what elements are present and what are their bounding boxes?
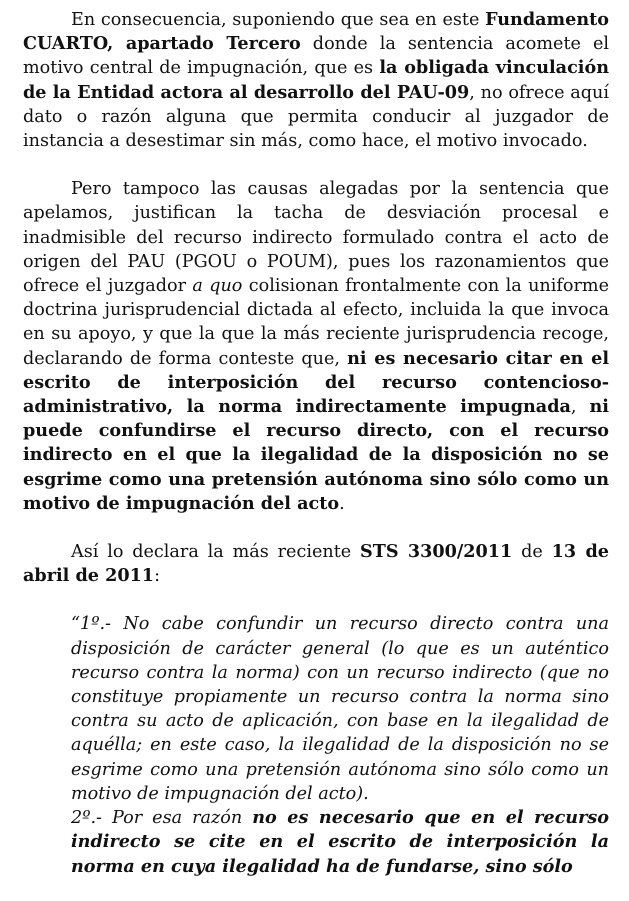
paragraph-tampoco	[23, 177, 609, 516]
text-segment: , no ofrece aquí dato o razón alguna que permita conducir al juzgador de instancia a desestimar sin más, como hace, el motivo invocado.	[23, 82, 609, 152]
bold-reference: Fundamento CUARTO, apartado Tercero	[23, 9, 609, 55]
quote-point-1: “1º.- No cabe confundir un recurso directo contra una disposición de carácter general (lo que es un auténtico recurso contra la norma) con un recurso indirecto (que no constituye propiamente un recurso contra la norma sino contra su acto de aplicación, con base en la ilegalidad de aquélla; en este caso, la ilegalidad de la disposición no se esgrime como una pretensión autónoma sino sólo como un motivo de impugnación del acto).	[71, 614, 609, 804]
bold-emphasis: ni puede confundirse el recurso directo, con el recurso indirecto en el que la ilegalidad de la disposición no se esgrime como una pretensión autónoma sino sólo como un motivo de impugnación del acto	[23, 396, 609, 514]
paragraph-declara	[23, 540, 609, 588]
text-segment: 2º.- Por esa razón	[71, 808, 253, 829]
bold-date: 13 de abril de 2011	[23, 541, 609, 587]
text-segment: .	[339, 493, 345, 514]
text-segment: de	[512, 542, 552, 563]
italic-term: a quo	[192, 276, 243, 297]
text-segment: ,	[570, 397, 590, 418]
text-segment: colisionan frontalmente con la uniforme doctrina jurisprudencial dictada al efecto, incluida la que invoca en su apoyo, y que la que la más reciente jurisprudencia recoge, declarando de forma conteste que,	[23, 276, 609, 369]
bold-emphasis: ni es necesario citar en el escrito de interposición del recurso contencioso-administrativo, la norma indirectamente impugnada	[23, 347, 609, 418]
quote-point-2	[71, 806, 609, 879]
bold-emphasis: no es necesario que en el recurso indirecto se cite en el escrito de interposición la norma en cuya ilegalidad ha de fundarse, sino sólo	[71, 807, 609, 877]
text-segment: Pero tampoco las causas alegadas por la sentencia que apelamos, justifican la tacha de desviación procesal e inadmisible del recurso indirecto formulado contra el acto de origen del PAU (PGOU o POUM), pues los razonamientos que ofrece el juzgador	[23, 179, 609, 297]
text-segment: :	[154, 566, 160, 587]
paragraph-consecuencia	[23, 8, 609, 153]
text-segment: Así lo declara la más reciente	[71, 542, 361, 563]
bold-emphasis: la obligada vinculación de la Entidad actora al desarrollo del PAU-09	[23, 57, 609, 103]
text-segment: En consecuencia, suponiendo que sea en este	[71, 10, 486, 30]
document-page	[23, 8, 609, 879]
bold-citation: STS 3300/2011	[360, 541, 513, 563]
text-segment: donde la sentencia acomete el motivo central de impugnación, que es	[23, 34, 609, 79]
block-quote	[71, 612, 609, 878]
